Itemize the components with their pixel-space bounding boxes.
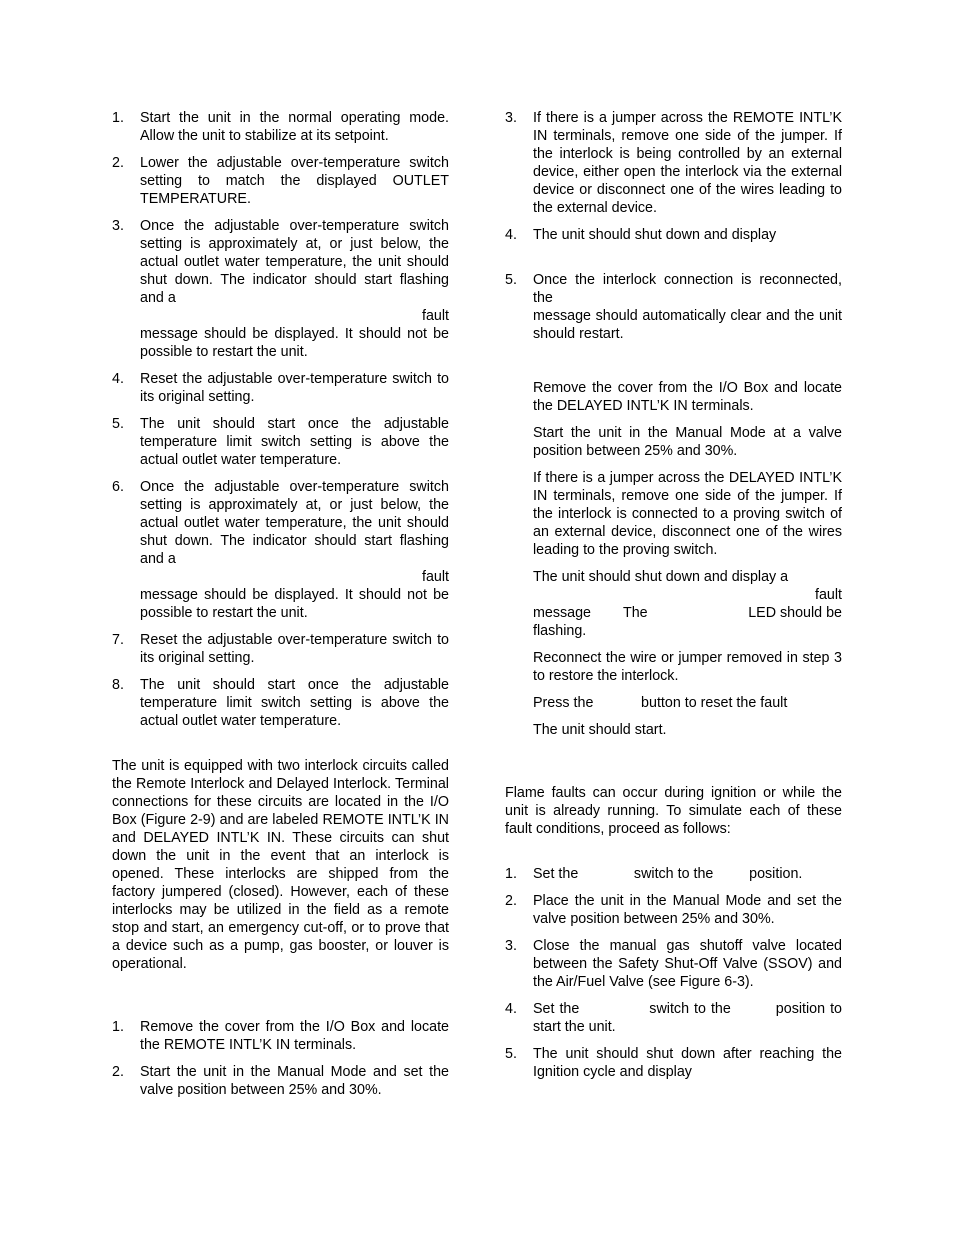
step-text: Remove the cover from the I/O Box and locate the REMOTE INTL’K IN terminals. [140, 1019, 449, 1053]
list-item [112, 370, 449, 406]
step-text: Reset the adjustable over-temperature switch to its original setting. [140, 632, 449, 666]
step-number: 2. [505, 893, 517, 909]
list-item [112, 676, 449, 730]
list-item [505, 937, 842, 991]
list-item: If there is a jumper across the DELAYED INTL’K IN terminals, remove one side of the jumper. If the interlock is connected to a proving switch of an external device, disconnect one of the wires leading to the proving switch. [533, 470, 842, 558]
list-item [505, 109, 842, 217]
list-item [112, 478, 449, 622]
list-item: Press the button to reset the fault [533, 695, 788, 711]
step-text: The unit should start once the adjustable temperature limit switch setting is above the actual outlet water temperature. [140, 677, 449, 729]
step-text: If there is a jumper across the REMOTE INTL’K IN terminals, remove one side of the jumper. If the interlock is being controlled by an external device, either open the interlock via the external device or disconnect one of the wires leading to the external device. [533, 110, 842, 216]
step-text: Set the switch to the position to start the unit. [533, 1001, 846, 1035]
step-number: 3. [505, 938, 517, 954]
step-text: Place the unit in the Manual Mode and set the valve position between 25% and 30%. [533, 893, 842, 927]
step-number: 4. [505, 1001, 517, 1017]
led-text: LED should be [748, 605, 842, 621]
fault-message-line [533, 604, 842, 622]
list-item [505, 892, 842, 928]
step-number: 4. [505, 227, 517, 243]
message-word: message [533, 605, 592, 621]
step-text: Reset the adjustable over-temperature switch to its original setting. [140, 371, 449, 405]
step-text: Close the manual gas shutoff valve located between the Safety Shut-Off Valve (SSOV) and the Air/Fuel Valve (see Figure 6-3). [533, 938, 842, 990]
step-text: Once the adjustable over-temperature switch setting is approximately at, or just below, the actual outlet water temperature, the unit should shut down. The indicator should start flashing and a [140, 479, 449, 567]
list-item [505, 226, 842, 262]
step-text: The unit should shut down after reaching the Ignition cycle and display [533, 1046, 842, 1080]
step-text-continued: message should automatically clear and the unit should restart. [533, 308, 842, 342]
step-text: The unit should shut down and display a [533, 569, 789, 585]
step-text: Start the unit in the Manual Mode and set the valve position between 25% and 30%. [140, 1064, 449, 1098]
left-column [112, 109, 449, 1108]
step-text: Once the interlock connection is reconnected, the [533, 272, 842, 306]
step-text: The unit should start once the adjustable temperature limit switch setting is above the actual outlet water temperature. [140, 416, 449, 468]
list-item [505, 568, 842, 640]
step-number: 1. [112, 1019, 124, 1035]
step-text: Lower the adjustable over-temperature switch setting to match the displayed OUTLET TEMPERATURE. [140, 155, 449, 207]
step-text: Once the adjustable over-temperature switch setting is approximately at, or just below, the actual outlet water temperature, the unit should shut down. The indicator should start flashing and a [140, 218, 449, 306]
list-item [505, 1045, 842, 1081]
list-item [112, 1018, 449, 1054]
step-text-continued: message should be displayed. It should not be possible to restart the unit. [140, 326, 449, 360]
fault-word: fault [814, 587, 842, 603]
the-word: The [623, 605, 648, 621]
step-number: 2. [112, 155, 124, 171]
flame-fault-paragraph: Flame faults can occur during ignition or while the unit is already running. To simulate each of these fault conditions, proceed as follows: [505, 785, 842, 837]
right-column [505, 109, 846, 1090]
step-number: 1. [505, 866, 517, 882]
interlock-paragraph: The unit is equipped with two interlock circuits called the Remote Interlock and Delayed Interlock. Terminal connections for these circuits are located in the I/O Box (Figure 2-9) and are labeled REMOTE INTL’K IN and DELAYED INTL’K IN. These circuits can shut down the unit in the event that an interlock is opened. These interlocks are shipped from the factory jumpered (closed). However, each of these interlocks may be utilized in the field as a remote stop and start, an emergency cut-off, or to prove that a device such as a pump, gas booster, or louver is operational. [112, 758, 449, 972]
list-item [505, 271, 842, 343]
step-number: 7. [112, 632, 124, 648]
step-number: 5. [505, 1046, 517, 1062]
list-item [112, 109, 449, 145]
step-number: 3. [112, 218, 124, 234]
fault-word: fault [421, 308, 449, 324]
step-number: 6. [112, 479, 124, 495]
step-number: 5. [112, 416, 124, 432]
step-number: 3. [505, 110, 517, 126]
step-text-continued: message should be displayed. It should not be possible to restart the unit. [140, 587, 449, 621]
step-number: 5. [505, 272, 517, 288]
list-item: Start the unit in the Manual Mode at a valve position between 25% and 30%. [533, 425, 842, 459]
list-item [112, 217, 449, 361]
fault-word: fault [421, 569, 449, 585]
list-item [505, 865, 842, 883]
step-number: 8. [112, 677, 124, 693]
list-item: Reconnect the wire or jumper removed in step 3 to restore the interlock. [533, 650, 842, 684]
list-item [112, 415, 449, 469]
list-item [505, 1000, 846, 1036]
list-item [112, 631, 449, 667]
list-item [112, 1063, 449, 1099]
step-text: The unit should shut down and display [533, 227, 777, 243]
step-number: 1. [112, 110, 124, 126]
step-text: Start the unit in the normal operating mode. Allow the unit to stabilize at its setpoint. [140, 110, 449, 144]
list-item: Remove the cover from the I/O Box and locate the DELAYED INTL’K IN terminals. [533, 380, 842, 414]
step-number: 2. [112, 1064, 124, 1080]
step-text-continued: flashing. [533, 623, 587, 639]
step-number: 4. [112, 371, 124, 387]
step-text: Set the switch to the position. [533, 866, 803, 882]
list-item: The unit should start. [533, 722, 667, 738]
list-item [112, 154, 449, 208]
